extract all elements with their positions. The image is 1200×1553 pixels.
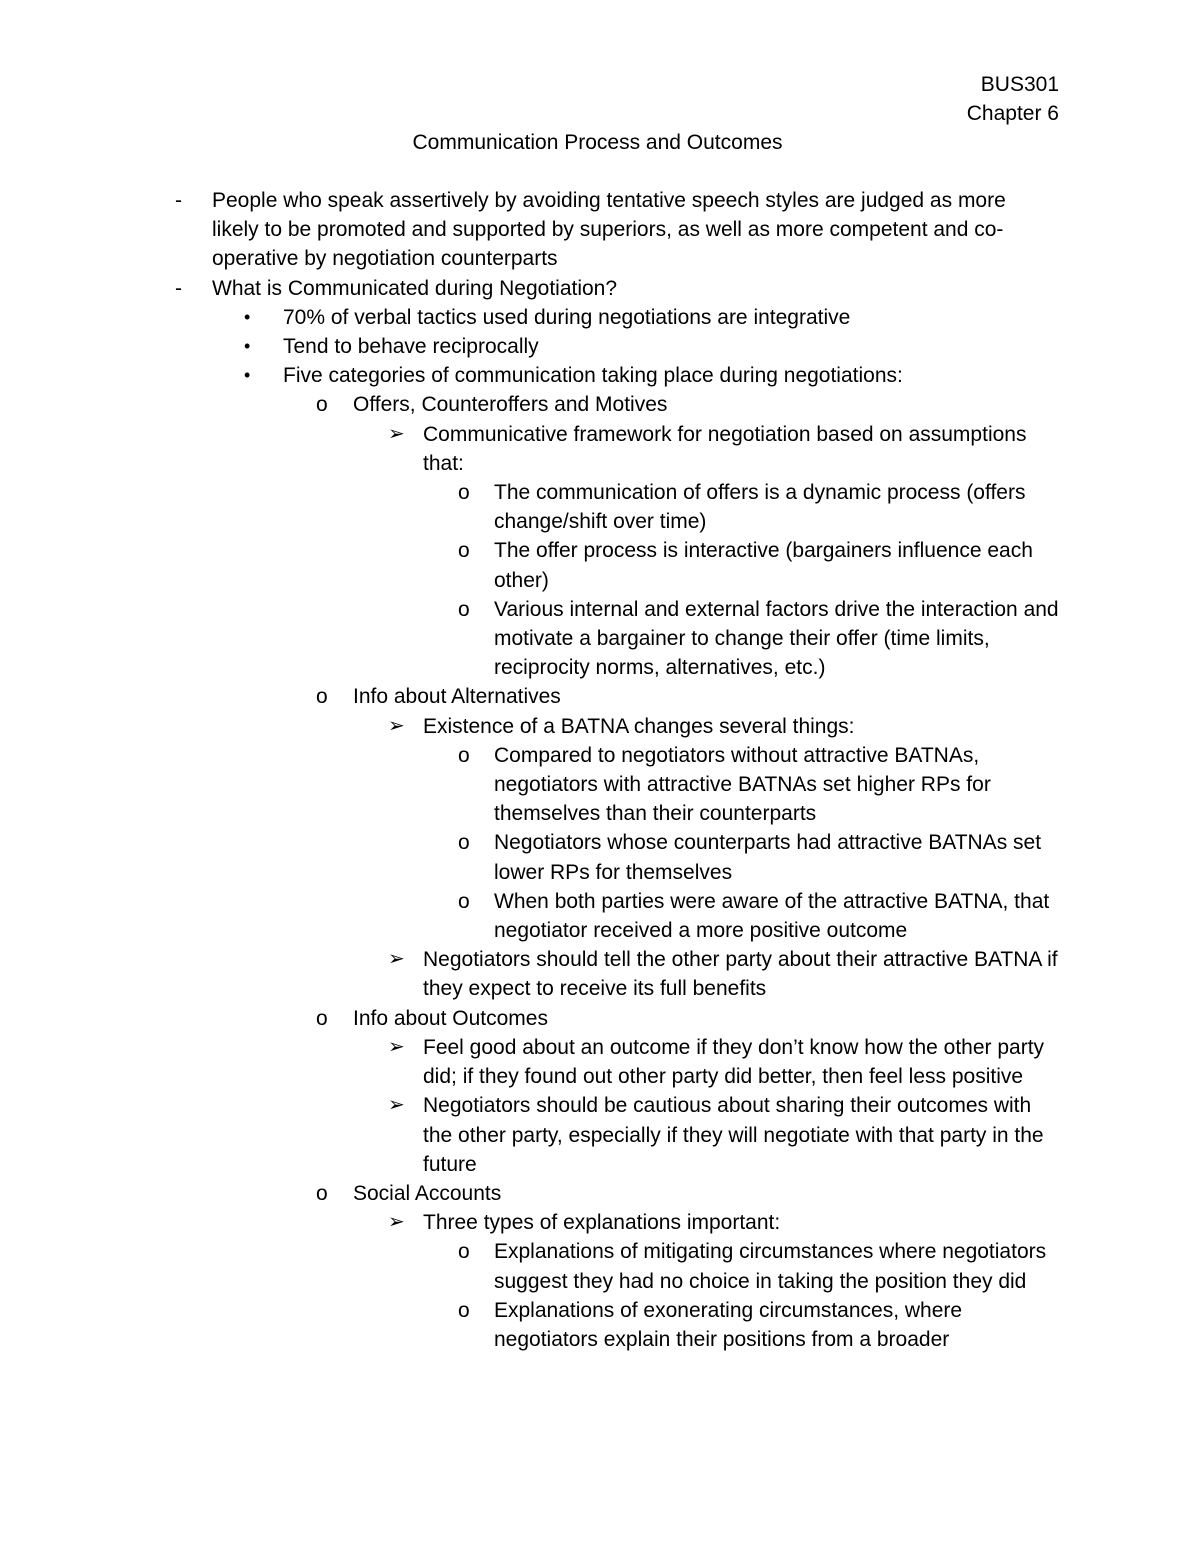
- outline-item-text: Negotiators whose counterparts had attractive BATNAs set lower RPs for themselves: [494, 831, 1042, 884]
- outline-item-text: Info about Alternatives: [353, 685, 561, 709]
- outline-item: [0, 478, 1064, 536]
- arrow-marker-icon: ➢: [388, 1094, 405, 1117]
- outline-item-text: Social Accounts: [353, 1181, 502, 1205]
- dash-marker-icon: -: [175, 189, 182, 212]
- outline-item: [0, 741, 1064, 829]
- outline-item: [0, 887, 1064, 945]
- outline-item: [0, 1004, 1063, 1033]
- course-code: BUS301: [980, 73, 1059, 96]
- outline-item-text: Negotiators should be cautious about sharing their outcomes with the other party, especially if they will negotiate with that party in the future: [423, 1094, 1044, 1176]
- circle-marker-icon: o: [316, 1006, 328, 1030]
- outline-item-text: 70% of verbal tactics used during negotiations are integrative: [283, 305, 851, 329]
- outline-item-text: Communicative framework for negotiation based on assumptions that:: [423, 422, 1027, 475]
- outline-item: [0, 1208, 1063, 1237]
- outline-item-text: Five categories of communication taking place during negotiations:: [283, 364, 903, 388]
- outline-item-text: Explanations of mitigating circumstances where negotiators suggest they had no choice in taking the position they did: [494, 1240, 1047, 1293]
- outline-item: [0, 1091, 1063, 1179]
- arrow-marker-icon: ➢: [388, 714, 405, 737]
- outline-item-text: Feel good about an outcome if they don’t know how the other party did; if they found out other party did better, then feel less positive: [423, 1035, 1045, 1089]
- outline-item-text: Existence of a BATNA changes several things:: [423, 714, 855, 738]
- outline-item-text: People who speak assertively by avoiding tentative speech styles are judged as more likely to be promoted and supported by superiors, as well as more competent and co-operative by negotiation counterparts: [212, 189, 1006, 271]
- outline-item: [0, 1296, 1064, 1354]
- outline-item: [0, 595, 1064, 683]
- outline-item: [0, 682, 1063, 711]
- document-title: Communication Process and Outcomes: [412, 131, 783, 154]
- outline-item-text: Three types of explanations important:: [423, 1211, 781, 1235]
- outline-item-text: Compared to negotiators without attractive BATNAs, negotiators with attractive BATNAs set higher RPs for themselves than their counterparts: [494, 743, 991, 826]
- outline-item: [0, 536, 1064, 594]
- outline-item: [0, 303, 1063, 332]
- circle-marker-icon: o: [458, 1240, 470, 1264]
- arrow-marker-icon: ➢: [388, 1035, 405, 1058]
- page-header: [967, 70, 1059, 128]
- outline-list: [0, 186, 1200, 1354]
- chapter-label: Chapter 6: [966, 102, 1059, 125]
- outline-item-text: Explanations of exonerating circumstances, where negotiators explain their positions from a broader: [494, 1298, 963, 1351]
- outline-item: [0, 1179, 1063, 1208]
- circle-marker-icon: o: [458, 481, 470, 505]
- outline-item-text: Tend to behave reciprocally: [283, 335, 539, 359]
- circle-marker-icon: o: [316, 393, 328, 417]
- circle-marker-icon: o: [458, 889, 470, 913]
- dash-marker-icon: -: [175, 276, 182, 300]
- outline-item-text: The offer process is interactive (bargainers influence each other): [494, 539, 1033, 592]
- outline-item-text: Negotiators should tell the other party about their attractive BATNA if they expect to receive its full benefits: [423, 948, 1058, 1001]
- arrow-marker-icon: ➢: [388, 948, 405, 971]
- circle-marker-icon: o: [458, 743, 470, 767]
- outline-item: [0, 390, 1063, 419]
- outline-item: [0, 332, 1063, 361]
- circle-marker-icon: o: [458, 539, 470, 563]
- outline-item: [0, 274, 1054, 303]
- outline-item: [0, 712, 1063, 741]
- outline-item: [0, 1033, 1063, 1091]
- outline-item-text: Info about Outcomes: [353, 1006, 548, 1030]
- outline-item: [0, 945, 1063, 1003]
- bullet-marker-icon: •: [244, 365, 251, 386]
- circle-marker-icon: o: [316, 1181, 328, 1205]
- outline-item: [0, 361, 1063, 390]
- outline-item-text: The communication of offers is a dynamic process (offers change/shift over time): [494, 481, 1026, 534]
- arrow-marker-icon: ➢: [388, 1211, 405, 1234]
- circle-marker-icon: o: [458, 597, 470, 621]
- outline-item-text: What is Communicated during Negotiation?: [212, 276, 618, 300]
- circle-marker-icon: o: [316, 685, 328, 709]
- bullet-marker-icon: •: [244, 306, 251, 327]
- outline-item: [0, 186, 1054, 274]
- circle-marker-icon: o: [458, 1298, 470, 1322]
- arrow-marker-icon: ➢: [388, 422, 405, 445]
- outline-item-text: When both parties were aware of the attractive BATNA, that negotiator received a more positive outcome: [494, 889, 1050, 943]
- outline-item-text: Various internal and external factors drive the interaction and motivate a bargainer to change their offer (time limits, reciprocity norms, alternatives, etc.): [494, 597, 1059, 680]
- circle-marker-icon: o: [458, 831, 470, 855]
- outline-item-text: Offers, Counteroffers and Motives: [353, 393, 668, 417]
- outline-item: [0, 828, 1064, 886]
- outline-item: [0, 1237, 1064, 1295]
- outline-item: [0, 420, 1063, 478]
- bullet-marker-icon: •: [244, 336, 251, 357]
